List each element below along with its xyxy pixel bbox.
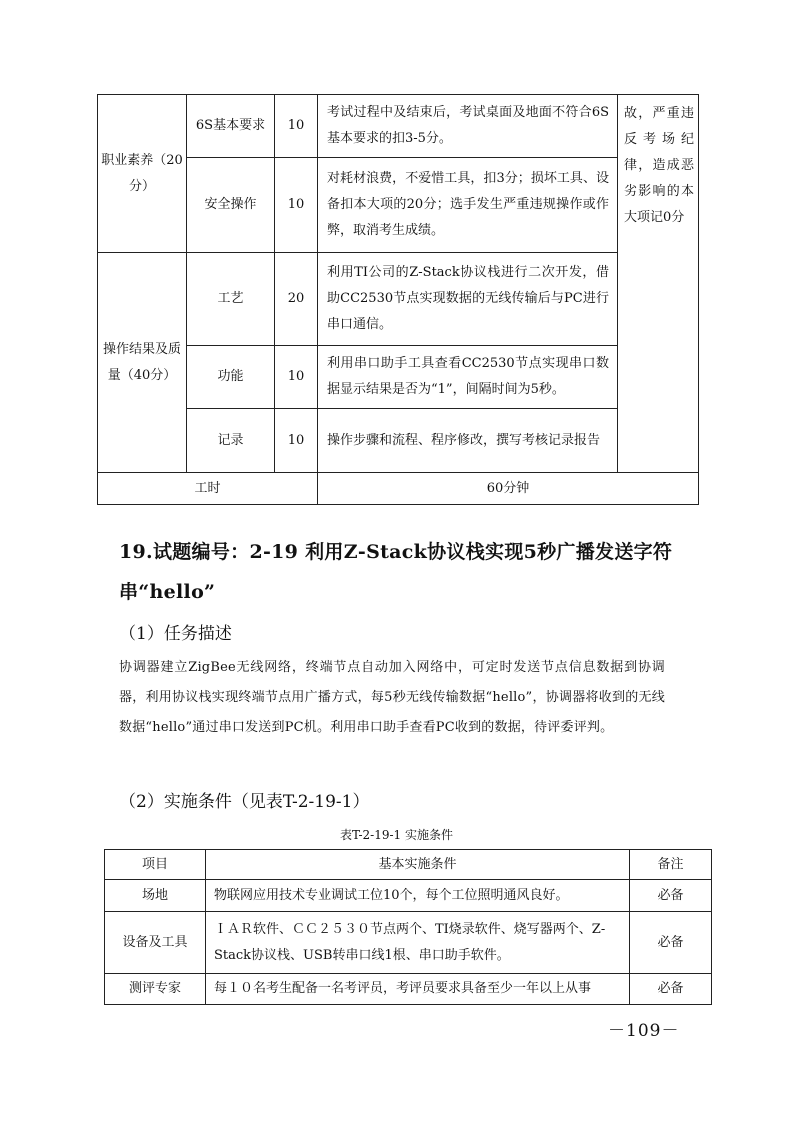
section-heading: 19.试题编号：2-19 利用Z-Stack协议栈实现5秒广播发送字符串“hello”	[119, 541, 673, 603]
item-cell: 测评专家	[105, 974, 206, 1005]
category-cell	[98, 95, 187, 253]
desc-cell: 操作步骤和流程、程序修改，撰写考核记录报告	[318, 409, 618, 473]
score-cell: 10	[275, 346, 318, 409]
item-cell: 记录	[187, 409, 275, 473]
score-cell: 10	[275, 95, 318, 158]
item-cell: 安全操作	[187, 158, 275, 253]
note-cell: 故，严重违反考场纪律，造成恶劣影响的本大项记0分	[618, 95, 699, 473]
task-title: （1）任务描述	[119, 624, 232, 644]
scoring-table	[97, 94, 699, 505]
table-row	[98, 95, 699, 158]
conditions-table	[104, 849, 712, 1005]
note-cell: 必备	[630, 974, 712, 1005]
table-row	[98, 409, 699, 473]
item-label: 6S基本要求	[195, 118, 266, 133]
table-row	[98, 346, 699, 409]
page-number: －109－	[608, 1021, 680, 1041]
worktime-label: 工时	[98, 473, 318, 505]
category-label: 职业素养（20分）	[101, 152, 183, 194]
note-cell: 必备	[630, 912, 712, 974]
desc-cell: 考试过程中及结束后，考试桌面及地面不符合6S基本要求的扣3-5分。	[318, 95, 618, 158]
header-row	[105, 850, 712, 880]
item-cell: 功能	[187, 346, 275, 409]
score-cell: 20	[275, 253, 318, 346]
table-row	[98, 158, 699, 253]
table-row	[105, 974, 712, 1005]
desc-cell: 对耗材浪费，不爱惜工具，扣3分；损坏工具、设备扣本大项的20分；选手发生严重违规操作或作弊，取消考生成绩。	[318, 158, 618, 253]
score-cell: 10	[275, 158, 318, 253]
note-cell: 必备	[630, 880, 712, 912]
footer-row	[98, 473, 699, 505]
task-description: 协调器建立ZigBee无线网络，终端节点自动加入网络中，可定时发送节点信息数据到协调器，利用协议栈实现终端节点用广播方式，每5秒无线传输数据“hello”，协调器将收到的无线数据“hello”通过串口发送到PC机。利用串口助手查看PC收到的数据，待评委评判。	[119, 660, 665, 735]
category-cell	[98, 253, 187, 473]
item-cell: 设备及工具	[105, 912, 206, 974]
conditions-title: （2）实施条件（见表T-2-19-1）	[119, 792, 370, 812]
column-header: 备注	[630, 850, 712, 880]
worktime-value: 60分钟	[318, 473, 699, 505]
condition-cell: ＩＡＲ软件、ＣＣ２５３０节点两个、TI烧录软件、烧写器两个、Z-Stack协议栈、USB转串口线1根、串口助手软件。	[206, 912, 630, 974]
table-row	[105, 912, 712, 974]
item-cell: 工艺	[187, 253, 275, 346]
column-header: 项目	[105, 850, 206, 880]
column-header: 基本实施条件	[206, 850, 630, 880]
item-cell	[187, 95, 275, 158]
table-row	[105, 880, 712, 912]
condition-cell: 每１０名考生配备一名考评员，考评员要求具备至少一年以上从事	[206, 974, 630, 1005]
desc-cell: 利用TI公司的Z-Stack协议栈进行二次开发，借助CC2530节点实现数据的无线传输后与PC进行串口通信。	[318, 253, 618, 346]
table-caption: 表T-2-19-1 实施条件	[340, 828, 453, 842]
item-cell: 场地	[105, 880, 206, 912]
score-cell: 10	[275, 409, 318, 473]
condition-cell: 物联网应用技术专业调试工位10个，每个工位照明通风良好。	[206, 880, 630, 912]
table-row	[98, 253, 699, 346]
desc-cell: 利用串口助手工具查看CC2530节点实现串口数据显示结果是否为“1”，间隔时间为5秒。	[318, 346, 618, 409]
category-label: 操作结果及质量（40分）	[102, 341, 181, 383]
